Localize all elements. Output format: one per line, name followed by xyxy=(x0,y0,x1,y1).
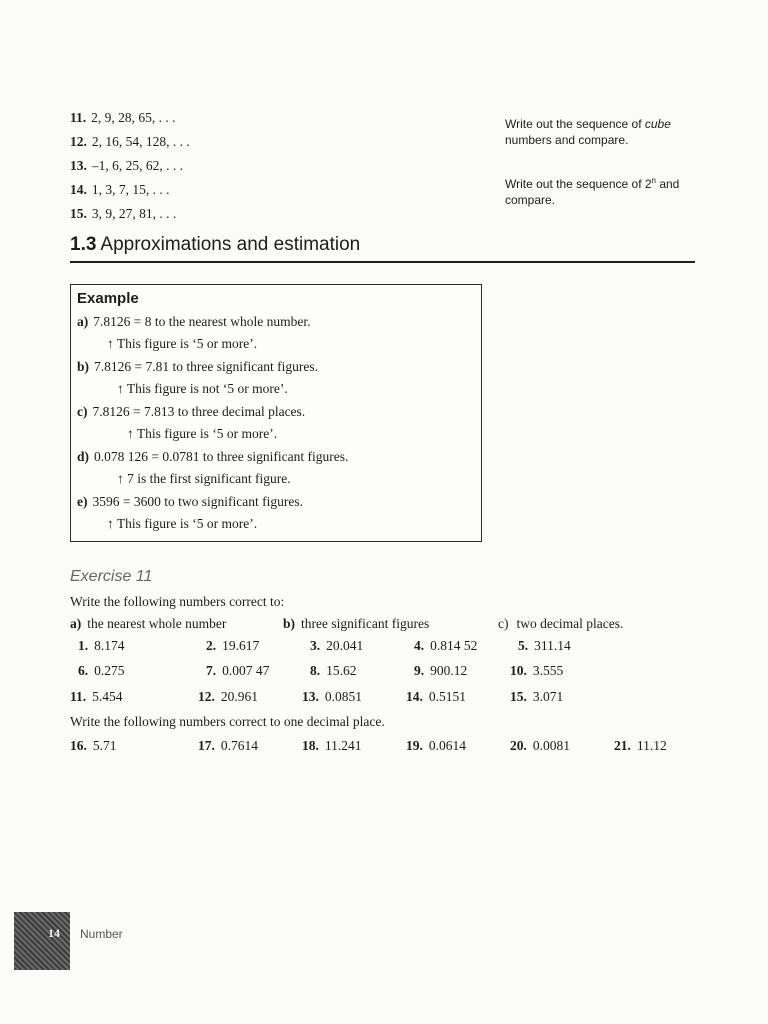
exercise-item: 7. 0.007 47 xyxy=(206,663,270,678)
sequence-item xyxy=(70,180,190,200)
sequence-terms: 3, 9, 27, 81, . . . xyxy=(91,206,177,221)
exercise-title: Exercise 11 xyxy=(70,568,153,585)
exercise-item: 10. 3.555 xyxy=(510,663,564,678)
exercise-item: 6. 0.275 xyxy=(78,663,125,678)
exercise-item: 1. 8.174 xyxy=(78,638,125,653)
exercise-item: 18. 11.241 xyxy=(302,738,362,753)
exercise-instruction: Write the following numbers correct to: xyxy=(70,594,285,609)
example-item-b: b) 7.8126 = 7.81 to three significant figures. ↑ This figure is not ‘5 or more’. xyxy=(77,356,318,400)
exercise-item: 11. 5.454 xyxy=(70,689,123,704)
sequence-item xyxy=(70,204,190,224)
example-item-a: a) 7.8126 = 8 to the nearest whole number. ↑ This figure is ‘5 or more’. xyxy=(77,311,310,355)
example-item-d: d) 0.078 126 = 0.0781 to three significant figures. ↑ 7 is the first significant figure. xyxy=(77,446,348,490)
exercise-item: 19. 0.0614 xyxy=(406,738,466,753)
hint-powers-of-two: Write out the sequence of 2$^n$ and compare. xyxy=(505,176,680,207)
exercise-item: 16. 5.71 xyxy=(70,738,117,753)
option-b: b) three significant figures xyxy=(283,616,430,631)
option-c: c) two decimal places. xyxy=(498,616,624,631)
sequence-terms: 1, 3, 7, 15, . . . xyxy=(91,182,170,197)
exercise-item: 9. 900.12 xyxy=(414,663,468,678)
exercise-item: 17. 0.7614 xyxy=(198,738,258,753)
footer-page-block xyxy=(14,912,70,970)
sequence-number: 15. xyxy=(70,206,87,221)
option-a: a) the nearest whole number xyxy=(70,616,227,631)
exercise-item: 21. 11.12 xyxy=(614,738,667,753)
exercise-item: 5. 311.14 xyxy=(518,638,571,653)
example-note: ↑ This figure is ‘5 or more’. xyxy=(127,426,278,441)
sequence-number: 13. xyxy=(70,158,87,173)
example-note: ↑ 7 is the first significant figure. xyxy=(117,471,291,486)
exercise-item: 3. 20.041 xyxy=(310,638,364,653)
example-item-e: e) 3596 = 3600 to two significant figures. ↑ This figure is ‘5 or more’. xyxy=(77,491,303,535)
exercise-item: 20. 0.0081 xyxy=(510,738,570,753)
section-number: 1.3 xyxy=(70,234,97,255)
hint-cube-numbers: Write out the sequence of cube numbers and compare. xyxy=(505,117,671,147)
sequence-terms: 2, 16, 54, 128, . . . xyxy=(91,134,190,149)
example-title: Example xyxy=(77,290,139,307)
sequence-number: 11. xyxy=(70,110,87,125)
sequence-number: 14. xyxy=(70,182,87,197)
sequence-item xyxy=(70,132,190,152)
example-item-c: c) 7.8126 = 7.813 to three decimal places. ↑ This figure is ‘5 or more’. xyxy=(77,401,305,445)
sequence-item xyxy=(70,156,190,176)
sequence-terms: 2, 9, 28, 65, . . . xyxy=(91,110,176,125)
sequence-item xyxy=(70,108,190,128)
exercise-item: 14. 0.5151 xyxy=(406,689,466,704)
section-rule xyxy=(70,261,695,263)
exercise-item: 13. 0.0851 xyxy=(302,689,362,704)
sequence-terms: –1, 6, 25, 62, . . . xyxy=(91,158,183,173)
exercise-item: 4. 0.814 52 xyxy=(414,638,478,653)
sequence-number: 12. xyxy=(70,134,87,149)
footer-chapter-label: Number xyxy=(80,927,123,941)
exercise-item: 2. 19.617 xyxy=(206,638,260,653)
exercise-item: 15. 3.071 xyxy=(510,689,564,704)
exercise-item: 12. 20.961 xyxy=(198,689,258,704)
sequence-list xyxy=(70,108,190,224)
section-title: Approximations and estimation xyxy=(100,234,361,255)
example-note: ↑ This figure is ‘5 or more’. xyxy=(107,336,258,351)
section-heading xyxy=(70,234,360,256)
exercise-item: 8. 15.62 xyxy=(310,663,357,678)
page-number: 14 xyxy=(48,926,60,940)
example-note: ↑ This figure is ‘5 or more’. xyxy=(107,516,258,531)
example-note: ↑ This figure is not ‘5 or more’. xyxy=(117,381,288,396)
exercise-instruction-2: Write the following numbers correct to one decimal place. xyxy=(70,714,385,729)
